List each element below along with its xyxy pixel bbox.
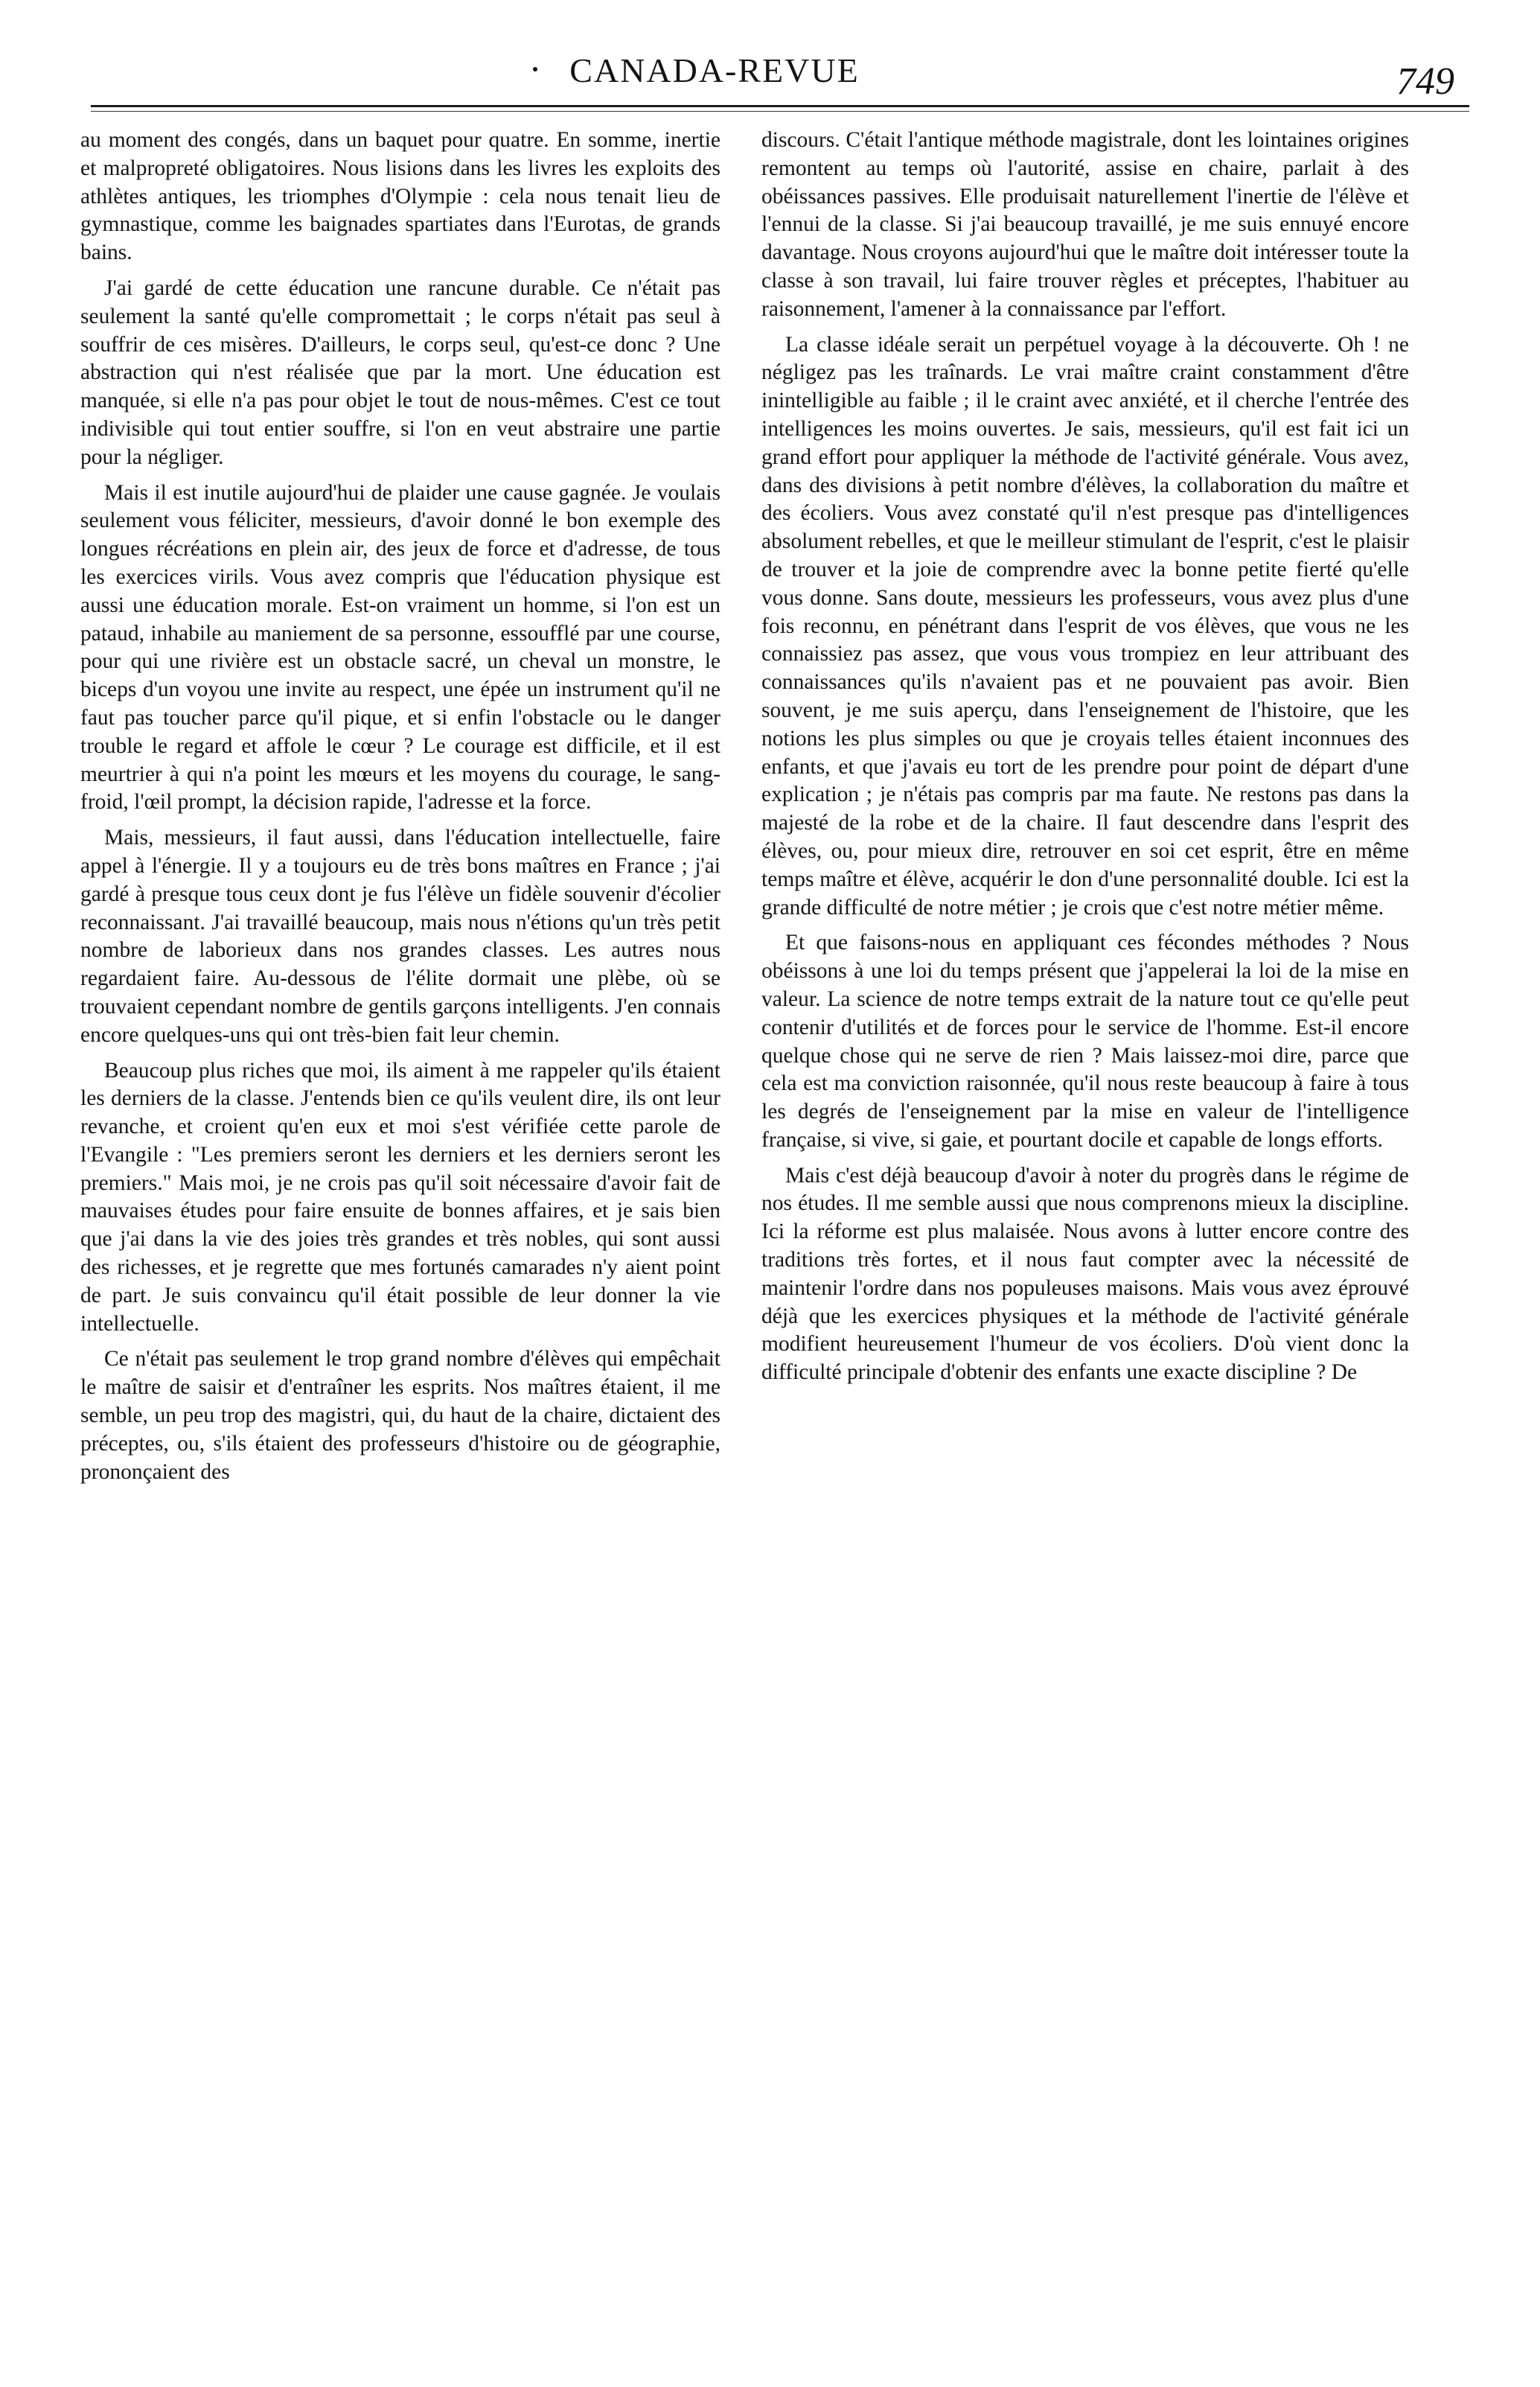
paragraph: Et que faisons-nous en appliquant ces fécondes méthodes ? Nous obéissons à une loi du temps présent que j'appelerai la loi de la mise en valeur. La science de notre temps extrait de la nature tout ce qu'elle peut contenir d'utilités et de forces pour le service de l'homme. Est-il encore quelque chose qui ne serve de rien ? Mais laissez-moi dire, parce que cela est ma conviction raisonnée, qu'il nous reste beaucoup à faire à tous les degrés de l'enseignement par la mise en valeur de l'intelligence française, si vive, si gaie, et pourtant docile et capable de longs efforts.	[761, 931, 1409, 1152]
paragraph: Ce n'était pas seulement le trop grand nombre d'élèves qui empêchait le maître de saisir et d'entraîner les esprits. Nos maîtres étaient, il me semble, un peu trop des magistri, qui, du haut de la chaire, dictaient des préceptes, ou, s'ils étaient des professeurs d'histoire ou de géographie, prononçaient des	[80, 1347, 721, 1484]
paragraph: Mais, messieurs, il faut aussi, dans l'éducation intellectuelle, faire appel à l'énergie. Il y a toujours eu de très bons maîtres en France ; j'ai gardé à presque tous ceux dont je fus l'élève un fidèle souvenir d'écolier reconnaissant. J'ai travaillé beaucoup, mais nous n'étions qu'un très petit nombre de laborieux dans nos grandes classes. Les autres nous regardaient faire. Au-dessous de l'élite dormait une plèbe, où se trouvaient cependant nombre de gentils garçons intelligents. J'en connais encore quelques-uns qui ont très-bien fait leur chemin.	[80, 826, 721, 1047]
header-rule	[91, 105, 1469, 107]
right-column	[761, 127, 1409, 1387]
paragraph: Beaucoup plus riches que moi, ils aiment à me rappeler qu'ils étaient les derniers de la classe. J'entends bien ce qu'ils veulent dire, ils ont leur revanche, et croient qu'en eux et moi s'est vérifiée cette parole de l'Evangile : "Les premiers seront les derniers et les derniers seront les premiers." Mais moi, je ne crois pas qu'il soit nécessaire d'avoir fait de mauvaises études pour faire ensuite de bonnes affaires, et je sais bien que j'ai dans la vie des joies très grandes et très nobles, qui sont aussi des richesses, et je regrette que mes fortunés camarades n'y aient point de part. Je suis convaincu qu'il était possible de leur donner la vie intellectuelle.	[80, 1058, 721, 1336]
paragraph: J'ai gardé de cette éducation une rancune durable. Ce n'était pas seulement la santé qu'elle compromettait ; le corps n'était pas seul à souffrir de ces misères. D'ailleurs, le corps seul, qu'est-ce donc ? Une abstraction qui n'est réalisée que par la mort. Une éducation est manquée, si elle n'a pas pour objet le tout de nous-mêmes. C'est ce tout indivisible qui tout entier souffre, si l'on en veut abstraire une partie pour la négliger.	[80, 275, 721, 469]
paragraph: Mais il est inutile aujourd'hui de plaider une cause gagnée. Je voulais seulement vous féliciter, messieurs, d'avoir donné le bon exemple des longues récréations en plein air, des jeux de force et d'adresse, de tous les exercices virils. Vous avez compris que l'éducation physique est aussi une éducation morale. Est-on vraiment un homme, si l'on est un pataud, inhabile au maniement de sa personne, essoufflé par une course, pour qui une rivière est un obstacle sacré, un cheval un monstre, le biceps d'un voyou une invite au respect, une épée un instrument qu'il ne faut pas toucher parce qu'il pique, et si enfin l'obstacle ou le danger trouble le regard et affole le cœur ? Le courage est difficile, et il est meurtrier à qui n'a point les mœurs et les moyens du courage, le sang-froid, l'œil prompt, la décision rapide, l'adresse et la force.	[80, 480, 721, 815]
running-head	[0, 46, 1540, 103]
left-column	[80, 127, 721, 1486]
paragraph: Mais c'est déjà beaucoup d'avoir à noter du progrès dans le régime de nos études. Il me semble aussi que nous comprenons mieux la discipline. Ici la réforme est plus malaisée. Nous avons à lutter encore contre des traditions très fortes, et il nous faut compter avec la nécessité de maintenir l'ordre dans nos populeuses maisons. Mais vous avez éprouvé déjà que les exercices physiques et la méthode de l'activité générale modifient heureusement l'humeur de vos écoliers. D'où vient donc la difficulté principale d'obtenir des enfants une exacte discipline ? De	[761, 1163, 1409, 1385]
journal-title: CANADA-REVUE	[569, 51, 860, 89]
paragraph: La classe idéale serait un perpétuel voyage à la découverte. Oh ! ne négligez pas les traînards. Le vrai maître craint constamment d'être inintelligible au faible ; il le craint avec anxiété, et il cherche l'entrée des intelligences les moins ouvertes. Je sais, messieurs, qu'il est fait ici un grand effort pour appliquer la méthode de l'activité générale. Vous avez, dans des divisions à petit nombre d'élèves, la collaboration du maître et des écoliers. Vous avez constaté qu'il n'est presque pas d'intelligences absolument rebelles, et que le meilleur stimulant de l'esprit, c'est le plaisir de trouver et la joie de comprendre avec la bonne petite fierté qu'elle vous donne. Sans doute, messieurs les professeurs, vous avez plus d'une fois reconnu, en pénétrant dans l'esprit de vos élèves, que vous ne les connaissiez pas assez, que vous vous trompiez en leur attribuant des connaissances qu'ils n'avaient pas et ne pouvaient pas avoir. Bien souvent, je me suis aperçu, dans l'enseignement de l'histoire, que les notions les plus simples ou que je croyais telles étaient inconnues des enfants, et que j'avais eu tort de les prendre pour point de départ d'une explication ; je n'étais pas compris par ma faute. Ne restons pas dans la majesté de la robe et de la chaire. Il faut descendre dans l'esprit des élèves, ou, pour mieux dire, retrouver en soi cet esprit, être en même temps maître et élève, acquérir le don d'une personnalité double. Ici est la grande difficulté de notre métier ; je crois que c'est notre métier même.	[761, 332, 1409, 920]
paragraph: discours. C'était l'antique méthode magistrale, dont les lointaines origines remontent au temps où l'autorité, assise en chaire, parlait à des obéissances passives. Elle produisait naturellement l'inertie de l'élève et l'ennui de la classe. Si j'ai beaucoup travaillé, je me suis ennuyé encore davantage. Nous croyons aujourd'hui que le maître doit intéresser toute la classe à son travail, lui faire trouver règles et préceptes, l'habituer au raisonnement, l'amener à la connaissance par l'effort.	[761, 128, 1409, 321]
page-number: 749	[1396, 60, 1454, 103]
paragraph: au moment des congés, dans un baquet pour quatre. En somme, inertie et malpropreté obligatoires. Nous lisions dans les livres les exploits des athlètes antiques, les triomphes d'Olympie : cela nous tenait lieu de gymnastique, comme les baignades spartiates dans l'Eurotas, de grands bains.	[80, 128, 721, 265]
header-rule-thin	[91, 111, 1469, 112]
